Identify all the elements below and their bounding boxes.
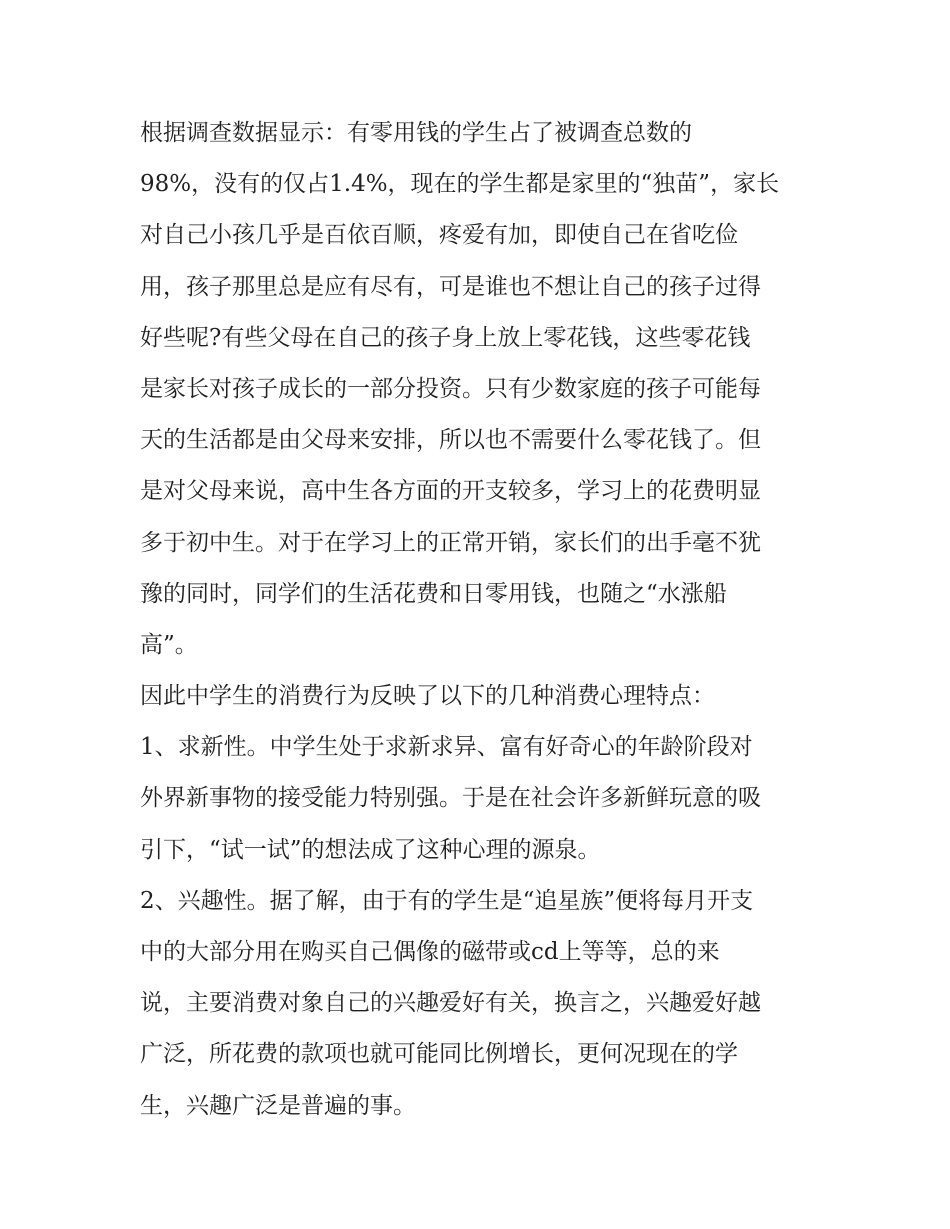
text-line: 豫的同时，同学们的生活花费和日零用钱，也随之“水涨船 (140, 580, 727, 607)
text-line: 广泛，所花费的款项也就可能同比例增长，更何况现在的学 (140, 1041, 738, 1068)
text-line: 好些呢?有些父母在自己的孩子身上放上零花钱，这些零花钱 (140, 324, 751, 351)
document-body (140, 108, 812, 1132)
text-line: 外界新事物的接受能力特别强。于是在社会许多新鲜玩意的吸 (140, 785, 761, 812)
text-line: 2、兴趣性。据了解，由于有的学生是“追星族”便将每月开支 (140, 887, 754, 914)
text-line: 是对父母来说，高中生各方面的开支较多，学习上的花费明显 (140, 478, 761, 505)
text-line: 说，主要消费对象自己的兴趣爱好有关，换言之，兴趣爱好越 (140, 990, 761, 1017)
text-line: 高”。 (140, 631, 198, 658)
text-line: 1、求新性。中学生处于求新求异、富有好奇心的年龄阶段对 (140, 734, 753, 761)
text-line: 天的生活都是由父母来安排，所以也不需要什么零花钱了。但 (140, 427, 761, 454)
text-line: 对自己小孩几乎是百依百顺，疼爱有加，即使自己在省吃俭 (140, 222, 738, 249)
text-line: 因此中学生的消费行为反映了以下的几种消费心理特点： (140, 683, 715, 710)
text-line: 生，兴趣广泛是普遍的事。 (140, 1092, 416, 1119)
text-line: 是家长对孩子成长的一部分投资。只有少数家庭的孩子可能每 (140, 375, 761, 402)
text-line: 引下，“试一试”的想法成了这种心理的源泉。 (140, 836, 601, 863)
text-line: 用，孩子那里总是应有尽有，可是谁也不想让自己的孩子过得 (140, 273, 761, 300)
text-line: 根据调查数据显示：有零用钱的学生占了被调查总数的 (140, 120, 692, 146)
text-line: 中的大部分用在购买自己偶像的磁带或cd上等等，总的来 (140, 939, 720, 965)
text-line: 98%，没有的仅占1.4%，现在的学生都是家里的“独苗”，家长 (140, 171, 780, 198)
text-line: 多于初中生。对于在学习上的正常开销，家长们的出手毫不犹 (140, 529, 761, 556)
